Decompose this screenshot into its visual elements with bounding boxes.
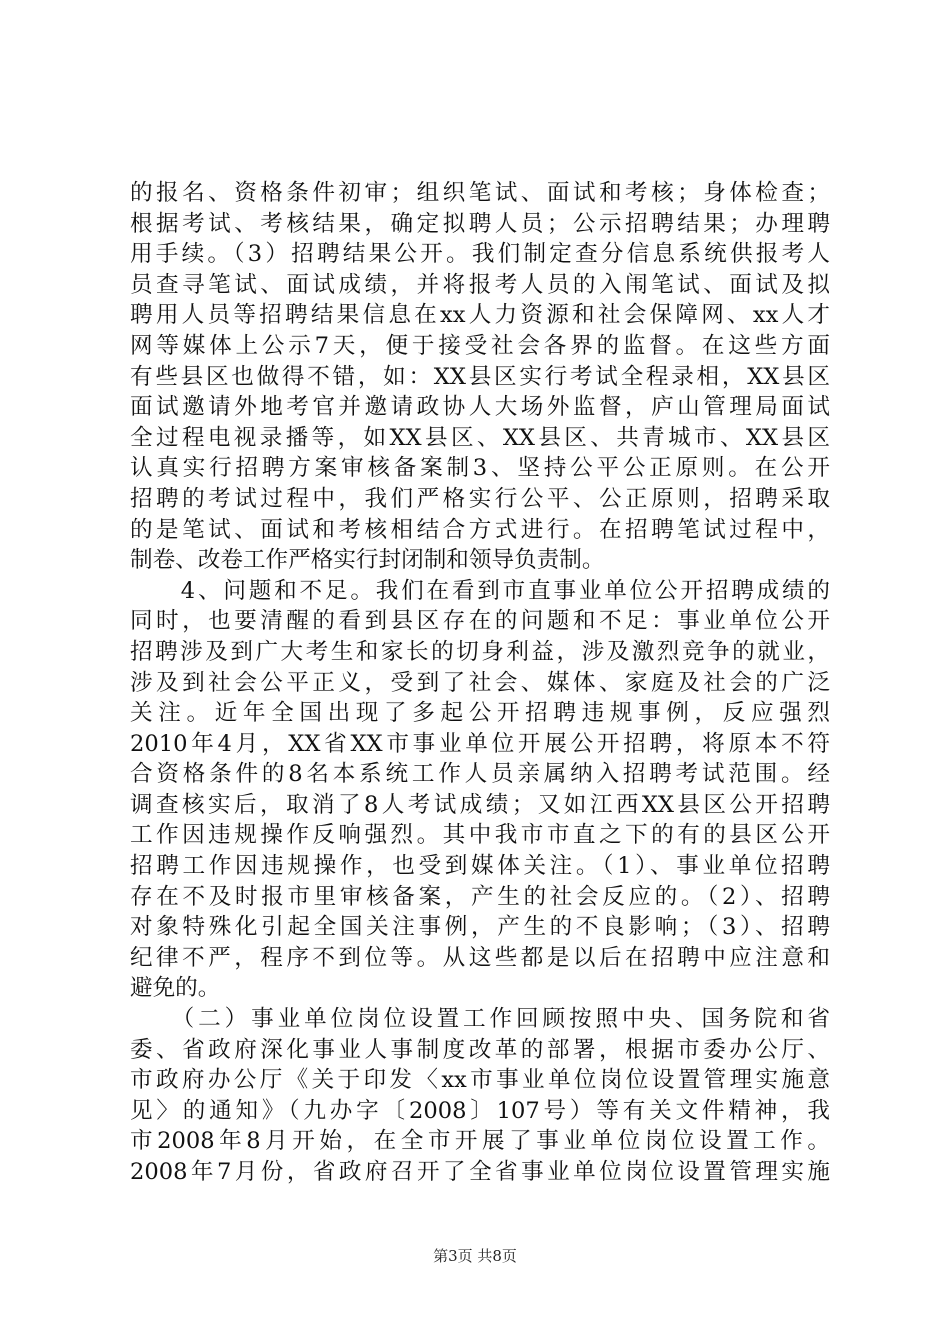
text-line: 工作因违规操作反响强烈。其中我市市直之下的有的县区公开 xyxy=(130,822,830,849)
text-line: 全过程电视录播等，如XX县区、XX县区、共青城市、XX县区 xyxy=(130,424,830,451)
text-line: 面试邀请外地考官并邀请政协人大场外监督，庐山管理局面试 xyxy=(130,394,830,421)
text-line: 关注。近年全国出现了多起公开招聘违规事例，反应强烈 xyxy=(130,700,830,727)
text-line: 招聘涉及到广大考生和家长的切身利益，涉及激烈竞争的就业， xyxy=(130,638,830,665)
text-line: 见〉的通知》（九办字〔2008〕107号）等有关文件精神，我 xyxy=(130,1097,830,1124)
text-line: 对象特殊化引起全国关注事例，产生的不良影响；（3）、招聘 xyxy=(130,914,830,941)
text-line: 的是笔试、面试和考核相结合方式进行。在招聘笔试过程中， xyxy=(130,516,830,543)
text-line: 有些县区也做得不错，如：XX县区实行考试全程录相，XX县区 xyxy=(130,363,830,390)
text-line: 制卷、改卷工作严格实行封闭制和领导负责制。 xyxy=(130,547,605,574)
text-line: 纪律不严，程序不到位等。从这些都是以后在招聘中应注意和 xyxy=(130,944,830,971)
text-line: 存在不及时报市里审核备案，产生的社会反应的。（2）、招聘 xyxy=(130,883,830,910)
text-line: 招聘的考试过程中，我们严格实行公平、公正原则，招聘采取 xyxy=(130,485,830,512)
text-line: 的报名、资格条件初审；组织笔试、面试和考核；身体检查； xyxy=(130,180,830,206)
text-line: 用手续。（3）招聘结果公开。我们制定查分信息系统供报考人 xyxy=(130,241,830,268)
text-line: 根据考试、考核结果，确定拟聘人员；公示招聘结果；办理聘 xyxy=(130,210,830,237)
text-line: 4、问题和不足。我们在看到市直事业单位公开招聘成绩的 xyxy=(130,577,830,604)
text-line: 同时，也要清醒的看到县区存在的问题和不足：事业单位公开 xyxy=(130,608,830,635)
text-line: 避免的。 xyxy=(130,975,221,1002)
document-body xyxy=(130,178,830,1188)
text-line: 市政府办公厅《关于印发〈xx市事业单位岗位设置管理实施意 xyxy=(130,1067,830,1094)
text-line: （二）事业单位岗位设置工作回顾按照中央、国务院和省 xyxy=(130,1006,830,1033)
text-line: 调查核实后，取消了8人考试成绩；又如江西XX县区公开招聘 xyxy=(130,791,830,818)
text-line: 2010年4月，XX省XX市事业单位开展公开招聘，将原本不符 xyxy=(130,730,830,757)
page-footer: 第3页 共8页 xyxy=(433,1247,517,1265)
text-line: 网等媒体上公示7天，便于接受社会各界的监督。在这些方面 xyxy=(130,332,830,359)
text-line: 涉及到社会公平正义，受到了社会、媒体、家庭及社会的广泛 xyxy=(130,669,830,696)
text-line: 合资格条件的8名本系统工作人员亲属纳入招聘考试范围。经 xyxy=(130,761,830,788)
text-line: 市2008年8月开始，在全市开展了事业单位岗位设置工作。 xyxy=(130,1128,830,1155)
text-line: 2008年7月份，省政府召开了全省事业单位岗位设置管理实施 xyxy=(130,1159,830,1185)
text-line: 员查寻笔试、面试成绩，并将报考人员的入闱笔试、面试及拟 xyxy=(130,271,830,298)
text-line: 认真实行招聘方案审核备案制3、坚持公平公正原则。在公开 xyxy=(130,455,830,482)
text-line: 招聘工作因违规操作，也受到媒体关注。（1）、事业单位招聘 xyxy=(130,853,830,880)
text-line: 委、省政府深化事业人事制度改革的部署，根据市委办公厅、 xyxy=(130,1036,830,1063)
text-line: 聘用人员等招聘结果信息在xx人力资源和社会保障网、xx人才 xyxy=(130,302,830,329)
